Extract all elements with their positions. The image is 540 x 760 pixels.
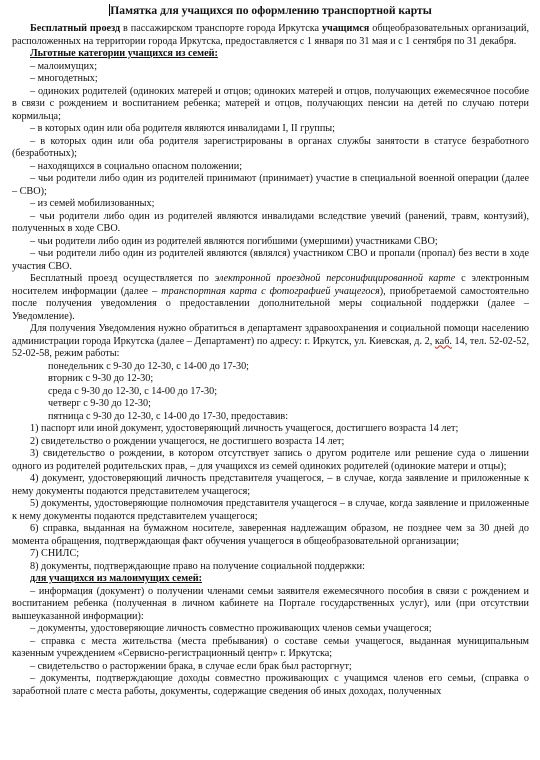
category-item: – чьи родители либо один из родителей являются инвалидами вследствие увечий (ранений, травм, контузий), полученных в ходе СВО. [12, 210, 529, 234]
low-income-item: – справка с места жительства (места пребывания) о составе семьи учащегося, выданная муниципальным казенным учреждением «Сервисно-регистрационный центр» г. Иркутска; [12, 635, 529, 659]
document-item: 4) документ, удостоверяющий личность представителя учащегося, – в случае, когда заявление и приложенные к нему документы подаются представителем учащегося; [12, 473, 529, 497]
card-paragraph: Бесплатный проезд осуществляется по электронной проездной персонифицированной карте с электронным носителем информации (далее – транспортная карта с фотографией учащегося), приобретаемой самостоятельно после получения уведомления о предоставлении дополнительной меры социальной поддержки (далее – Уведомление). [12, 273, 530, 322]
document-item: 6) справка, выданная на бумажном носителе, заверенная надлежащим образом, не позднее чем за 30 дней до момента обращения, подтверждающая факт обучения учащегося в общеобразовательной организации; [12, 523, 529, 547]
document-item: 2) свидетельство о рождении учащегося, не достигшего возраста 14 лет; [30, 435, 345, 447]
low-income-item: – свидетельство о расторжении брака, в случае если брак был расторгнут; [30, 660, 352, 672]
category-item: – многодетных; [30, 73, 98, 84]
document-item: 1) паспорт или иной документ, удостоверяющий личность учащегося, достигшего возраста 14 лет; [30, 423, 459, 434]
category-item: – в которых один или оба родителя зарегистрированы в органах службы занятости в статусе безработного (безработных); [12, 135, 529, 159]
category-item: – находящихся в социально опасном положении; [30, 160, 243, 172]
document-title: Памятка для учащихся по оформлению транспортной карты [110, 4, 432, 17]
low-income-item: – информация (документ) о получении членами семьи заявителя ежемесячного пособия в связи с рождением и воспитанием ребенка (полученная в личном кабинете на Портале государственных услуг), или (при отсутствии вышеуказанной информации): [12, 585, 529, 622]
category-item: – малоимущих; [30, 60, 98, 72]
schedule-line: вторник с 9-30 до 12-30; [48, 373, 154, 384]
category-item: – чьи родители либо один из родителей являются (являлся) участником СВО и пропали (пропал) без вести в ходе участия СВО. [12, 248, 529, 272]
schedule-line: четверг с 9-30 до 12-30; [48, 398, 151, 409]
document-item: 3) свидетельство о рождении, в котором отсутствует запись о другом родителе или решение суда о лишении одного из родителей родительских прав, – для учащихся из семей одиноких родителей (одинокие матери и отцы); [12, 448, 529, 472]
low-income-item: – документы, подтверждающие доходы совместно проживающих с учащимся членов его семьи, (справка о заработной плате с места работы, документы, содержащие сведения об иных доходах, полученных [12, 673, 529, 697]
category-item: – одиноких родителей (одиноких матерей и отцов; одиноких матерей и отцов, получающих ежемесячное пособие в связи с рождением и воспитанием ребенка; матерей и отцов, получающих пенсии на детей по случаю потери кормильца; [12, 85, 529, 122]
schedule-line: пятница с 9-30 до 12-30, с 14-00 до 17-30, предоставив: [48, 410, 289, 422]
category-item: – из семей мобилизованных; [30, 198, 155, 209]
low-income-header: для учащихся из малоимущих семей: [30, 573, 202, 584]
schedule-line: понедельник с 9-30 до 12-30, с 14-00 до 17-30; [48, 360, 249, 372]
notice-paragraph: Для получения Уведомления нужно обратиться в департамент здравоохранения и социальной помощи населению администрации города Иркутска (далее – Департамент) по адресу: г. Иркутск, ул. Киевская, д. 2, каб. 14, тел. 52-02-52, 52-02-58, режим работы: [12, 323, 530, 359]
document-item: 5) документы, удостоверяющие полномочия представителя учащегося – в случае, когда заявление и приложенные к нему документы подаются представителем учащегося; [12, 498, 529, 522]
category-item: – чьи родители либо один из родителей принимают (принимает) участие в специальной военной операции (далее – СВО); [12, 173, 529, 197]
category-item: – чьи родители либо один из родителей являются погибшими (умершими) участниками СВО; [30, 235, 438, 247]
category-item: – в которых один или оба родителя являются инвалидами I, II группы; [30, 123, 335, 134]
schedule-line: среда с 9-30 до 12-30, с 14-00 до 17-30; [48, 385, 218, 397]
spellcheck-mark: каб. [434, 335, 452, 347]
low-income-item: – документы, удостоверяющие личность совместно проживающих членов семьи учащегося; [30, 623, 432, 634]
intro-paragraph: Бесплатный проезд в пассажирском транспорте города Иркутска учащимся общеобразовательных организаций, расположенных на территории города Иркутска, предоставляется с 1 января по 31 мая и с 1 сентября по 31 декабря. [12, 23, 529, 47]
document-item: 8) документы, подтверждающие право на получение социальной поддержки: [30, 560, 365, 572]
document-item: 7) СНИЛС; [30, 548, 80, 559]
categories-header: Льготные категории учащихся из семей: [30, 48, 218, 59]
